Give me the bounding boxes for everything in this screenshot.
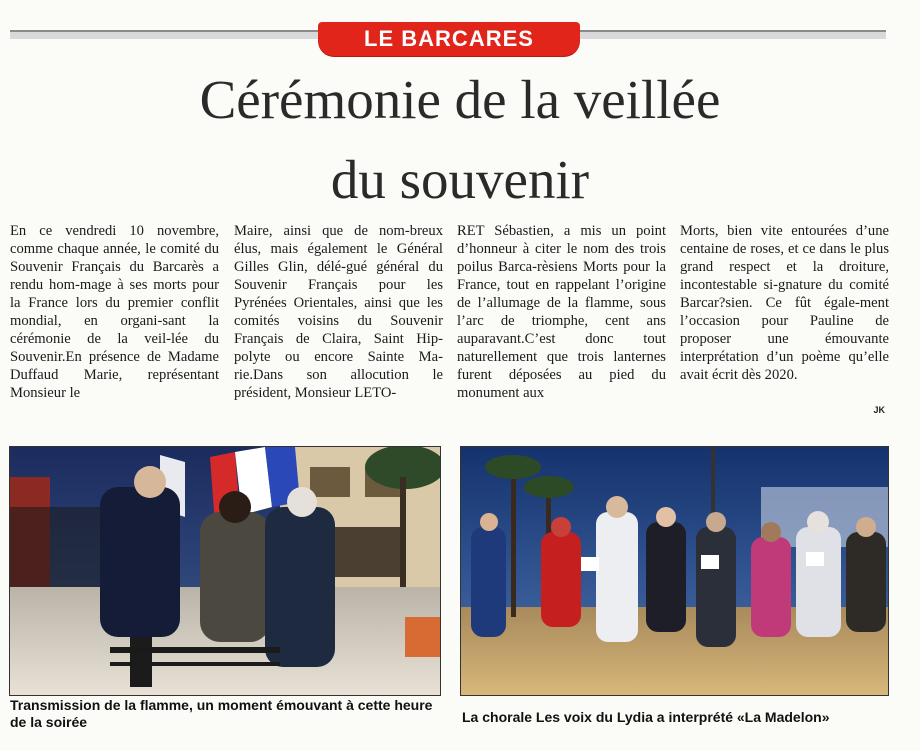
article-column-2: Maire, ainsi que de nom-breux élus, mais également le Général Gilles Glin, délé-gué général du Souvenir Français pour les Pyrénées Orientales, ainsi que les comités voisins du Souvenir Français de Claira, Saint Hip-polyte ou encore Sainte Ma-rie.Dans son allocution le président, Monsieur LETO- — [234, 223, 443, 401]
photo-caption-1: Transmission de la flamme, un moment émouvant à cette heure de la soirée — [10, 697, 433, 730]
author-signature: JK — [873, 405, 885, 415]
article-column-1: En ce vendredi 10 novembre, comme chaque année, le comité du Souvenir Français du Barcarès a rendu hom-mage à ses morts pour la France lors du premier conflit mondial, en organi-sant la cérémonie de la veil-lée du Souvenir.En présence de Madame Duffaud Marie, représentant Monsieur le — [10, 223, 219, 401]
photo-caption-2: La chorale Les voix du Lydia a interprété «La Madelon» — [462, 709, 830, 725]
photo-choir — [460, 446, 889, 696]
article-column-3: RET Sébastien, a mis un point d’honneur à citer le nom des trois poilus Barca-rèsiens Morts pour la France, tout en rappelant l’origine de l’allumage de la flamme, sous l’arc de triomphe, cent ans auparavant.C’est donc tout naturellement que trois lanternes furent déposées au pied du monument aux — [457, 223, 666, 401]
headline-line-1: Cérémonie de la veillée — [199, 69, 721, 130]
article-column-4: Morts, bien vite entourées d’une centaine de roses, et ce dans le plus grand respect et la droiture, incontestable si-gnature du comité Barcar?sien. Ce fût égale-ment l’occasion pour Pauline de proposer une émouvante interprétation d’un poème qu’elle avait écrit dès 2020. — [680, 223, 889, 383]
article-headline — [40, 60, 880, 220]
photo-flame-transmission — [9, 446, 441, 696]
section-tag: LE BARCARES — [318, 22, 580, 56]
headline-line-2: du souvenir — [330, 149, 590, 210]
